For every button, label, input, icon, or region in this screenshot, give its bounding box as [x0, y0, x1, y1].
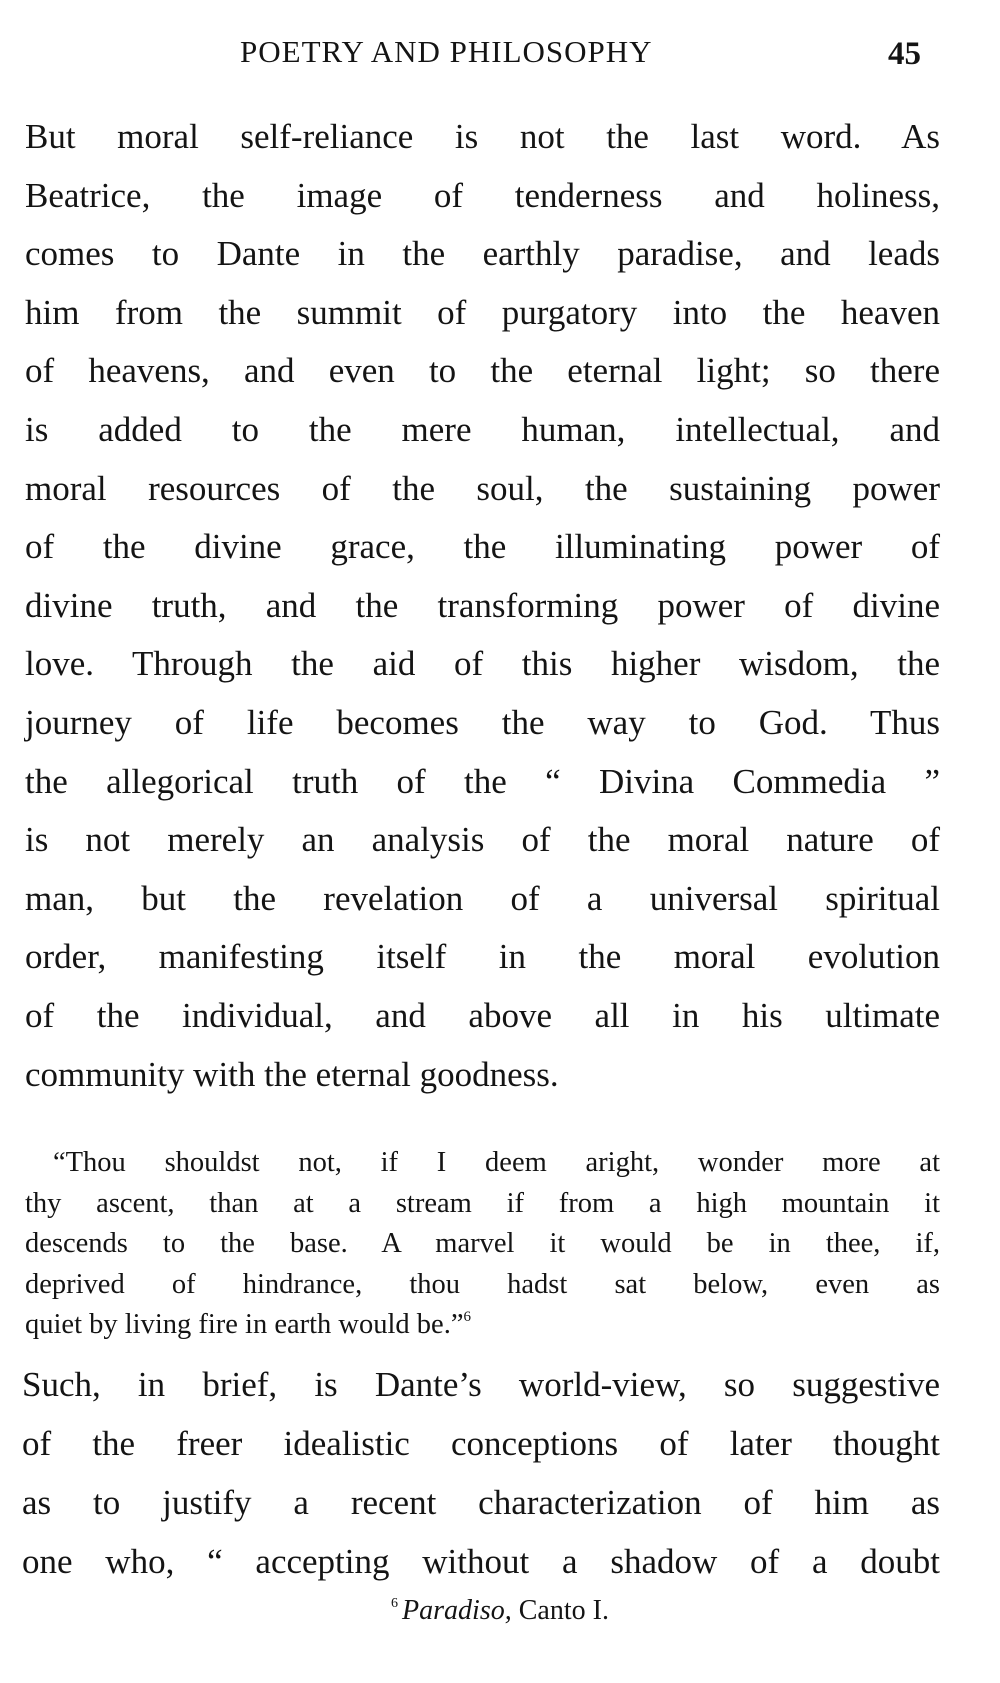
- quote-line: descends to the base. A marvel it would be in thee, if,: [25, 1228, 940, 1259]
- quote-line-last: [25, 1305, 940, 1346]
- footnote-reference: 6: [463, 1309, 471, 1325]
- text-line: is added to the mere human, intellectual, and: [25, 409, 940, 449]
- text-line: him from the summit of purgatory into the heaven: [25, 292, 940, 332]
- text-line: comes to Dante in the earthly paradise, and leads: [25, 234, 940, 274]
- footnote-work-title: Paradiso,: [402, 1595, 512, 1626]
- running-title: POETRY AND PHILOSOPHY: [240, 34, 653, 69]
- second-paragraph: [22, 1355, 940, 1591]
- page-number: 45: [888, 36, 921, 72]
- text-line: of the divine grace, the illuminating power of: [25, 527, 940, 567]
- text-line: is not merely an analysis of the moral nature of: [25, 820, 940, 860]
- quote-line: thy ascent, than at a stream if from a high mountain it: [25, 1187, 940, 1219]
- footnote-mark: 6: [391, 1596, 399, 1611]
- quote-line-text: quiet by living fire in earth would be.”: [25, 1309, 464, 1340]
- main-paragraph: [25, 108, 940, 1104]
- text-line: order, manifesting itself in the moral evolution: [25, 937, 940, 977]
- text-line: journey of life becomes the way to God. Thus: [25, 702, 940, 742]
- quote-line: deprived of hindrance, thou hadst sat below, even as: [25, 1268, 940, 1300]
- text-line: love. Through the aid of this higher wisdom, the: [25, 644, 940, 684]
- text-line: Such, in brief, is Dante’s world-view, so suggestive: [22, 1365, 940, 1404]
- text-line: of the individual, and above all in his ultimate: [25, 995, 940, 1035]
- text-line: man, but the revelation of a universal spiritual: [25, 878, 940, 918]
- text-line: of the freer idealistic conceptions of later thought: [22, 1424, 940, 1463]
- footnote-text: Canto I.: [511, 1595, 609, 1626]
- text-line: divine truth, and the transforming power of divine: [25, 585, 940, 625]
- footnote: [0, 1595, 1000, 1627]
- text-line: moral resources of the soul, the sustaining power: [25, 468, 940, 508]
- quote-line: “Thou shouldst not, if I deem aright, wonder more at: [53, 1147, 940, 1178]
- text-line: of heavens, and even to the eternal light; so there: [25, 351, 940, 391]
- block-quote: [25, 1143, 940, 1346]
- text-line: as to justify a recent characterization of him as: [22, 1483, 940, 1522]
- text-line: But moral self-reliance is not the last word. As: [25, 117, 940, 156]
- text-line: community with the eternal goodness.: [25, 1054, 559, 1094]
- running-head: [0, 30, 1000, 80]
- text-line: Beatrice, the image of tenderness and holiness,: [25, 175, 940, 215]
- text-line: one who, “ accepting without a shadow of a doubt: [22, 1542, 940, 1581]
- text-line: the allegorical truth of the “ Divina Commedia ”: [25, 761, 940, 801]
